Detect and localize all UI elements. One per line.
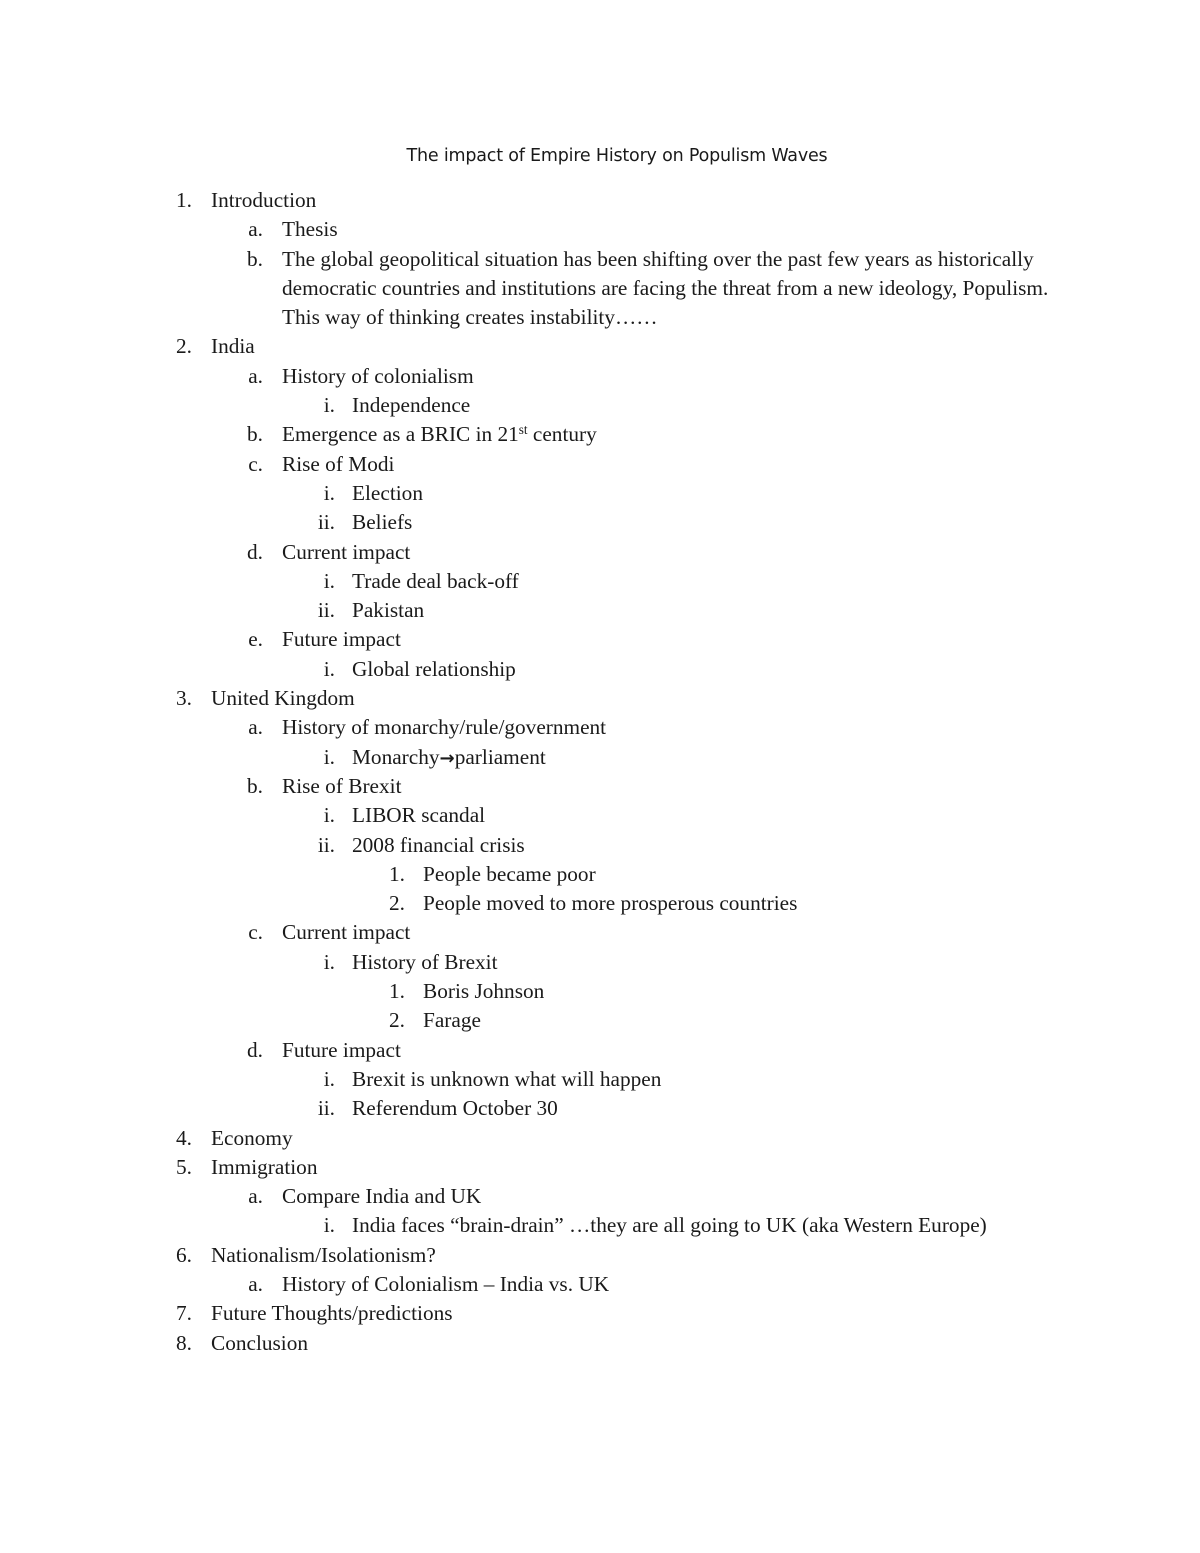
outline-item-level-3 bbox=[0, 567, 1200, 596]
outline-item-text: Boris Johnson bbox=[423, 979, 545, 1004]
outline-item-level-2 bbox=[0, 1270, 1200, 1299]
right-arrow-icon: → bbox=[439, 747, 455, 769]
ordinal-superscript: st bbox=[518, 422, 528, 438]
outline-item-level-3 bbox=[0, 391, 1200, 420]
outline-item-text: Future impact bbox=[282, 1037, 401, 1062]
outline-item-marker: i. bbox=[323, 393, 335, 418]
outline-item-level-2 bbox=[0, 772, 1200, 801]
outline-item-text: Rise of Brexit bbox=[282, 773, 402, 798]
outline-item-marker: i. bbox=[323, 656, 335, 681]
outline-item-text-part: century bbox=[527, 422, 597, 447]
outline-item-level-2 bbox=[0, 713, 1200, 742]
outline-item-level-4 bbox=[0, 889, 1200, 918]
outline-item-text: Rise of Modi bbox=[282, 451, 395, 476]
outline-item-marker: i. bbox=[323, 1066, 335, 1091]
outline-item-level-3 bbox=[0, 831, 1200, 860]
outline-item-level-1 bbox=[0, 684, 1200, 713]
outline-item-text: Election bbox=[352, 480, 423, 505]
outline-item-marker: a. bbox=[248, 217, 263, 242]
outline-item-marker: i. bbox=[323, 803, 335, 828]
outline-item-level-1 bbox=[0, 1299, 1200, 1328]
outline-item-marker: d. bbox=[247, 1037, 263, 1062]
outline-item-text: History of Colonialism – India vs. UK bbox=[282, 1271, 610, 1296]
document-title: The impact of Empire History on Populism Waves bbox=[406, 146, 828, 166]
outline-item-text: 2008 financial crisis bbox=[352, 832, 525, 857]
outline-item-text: History of monarchy/rule/government bbox=[282, 715, 607, 740]
outline-item-level-3 bbox=[0, 1065, 1200, 1094]
outline-item-text: Beliefs bbox=[352, 510, 413, 535]
outline-item-marker: d. bbox=[247, 539, 263, 564]
outline-item-text: Global relationship bbox=[352, 656, 516, 681]
outline-item-text: Brexit is unknown what will happen bbox=[352, 1066, 662, 1091]
outline-item-text: History of Brexit bbox=[352, 949, 498, 974]
outline-item-marker: i. bbox=[323, 568, 335, 593]
outline-item-text: Future impact bbox=[282, 627, 401, 652]
outline-item-text: Trade deal back-off bbox=[352, 568, 519, 593]
outline-item-level-2 bbox=[0, 625, 1200, 654]
outline-item-marker: 8. bbox=[176, 1330, 192, 1355]
outline-item-text: Current impact bbox=[282, 920, 411, 945]
outline-item-marker: i. bbox=[323, 949, 335, 974]
outline-item-text: Referendum October 30 bbox=[352, 1096, 558, 1121]
outline-item-marker: e. bbox=[248, 627, 263, 652]
outline-item-marker: 2. bbox=[389, 1008, 405, 1033]
outline-item-text bbox=[282, 420, 597, 449]
outline-item-level-3 bbox=[0, 1094, 1200, 1123]
outline-item-marker: 1. bbox=[389, 861, 405, 886]
outline-item-level-2 bbox=[0, 420, 1200, 449]
outline-item-marker: 6. bbox=[176, 1242, 192, 1267]
outline-item-marker: i. bbox=[323, 1213, 335, 1238]
outline-item-marker: b. bbox=[247, 422, 263, 447]
outline-item-text bbox=[352, 743, 546, 773]
outline-item-marker: a. bbox=[248, 363, 263, 388]
outline-item-text: LIBOR scandal bbox=[352, 803, 486, 828]
outline-item-marker: a. bbox=[248, 1271, 263, 1296]
outline-item-level-3 bbox=[0, 948, 1200, 977]
outline-item-text: Economy bbox=[211, 1125, 293, 1150]
outline-item-level-1 bbox=[0, 1124, 1200, 1153]
outline-item-level-2 bbox=[0, 1036, 1200, 1065]
outline-item-level-4 bbox=[0, 977, 1200, 1006]
outline-item-text: Immigration bbox=[211, 1154, 318, 1179]
outline-item-level-3 bbox=[0, 596, 1200, 625]
outline-item-marker: c. bbox=[248, 451, 263, 476]
outline-item-level-2 bbox=[0, 538, 1200, 567]
outline-item-marker: ii. bbox=[317, 1096, 335, 1121]
outline-item-level-2 bbox=[0, 918, 1200, 947]
outline-item-level-2 bbox=[0, 362, 1200, 391]
outline-item-level-2 bbox=[0, 245, 1200, 333]
outline-item-text: Current impact bbox=[282, 539, 411, 564]
outline-item-marker: 2. bbox=[389, 891, 405, 916]
outline-item-text-part: parliament bbox=[454, 744, 546, 769]
outline-item-marker: a. bbox=[248, 1184, 263, 1209]
outline-item-marker: c. bbox=[248, 920, 263, 945]
outline-item-marker: i. bbox=[323, 744, 335, 769]
outline-item-marker: b. bbox=[247, 773, 263, 798]
outline-item-text: The global geopolitical situation has been shifting over the past few years as historically democratic countries and institutions are facing the threat from a new ideology, Populism. This way of thinking creates instability…… bbox=[282, 246, 1049, 330]
outline-item-marker: 3. bbox=[176, 686, 192, 711]
outline-item-level-3 bbox=[0, 479, 1200, 508]
outline-item-text: History of colonialism bbox=[282, 363, 474, 388]
outline-item-level-3 bbox=[0, 801, 1200, 830]
outline-item-text: Thesis bbox=[282, 217, 338, 242]
outline-item-level-2 bbox=[0, 450, 1200, 479]
outline-item-level-3 bbox=[0, 1211, 1200, 1240]
outline-item-text: Nationalism/Isolationism? bbox=[211, 1242, 436, 1267]
outline-item-marker: ii. bbox=[317, 832, 335, 857]
outline-item-text: Future Thoughts/predictions bbox=[211, 1301, 453, 1326]
outline-item-level-2 bbox=[0, 1182, 1200, 1211]
outline-item-text: India faces “brain-drain” …they are all going to UK (aka Western Europe) bbox=[352, 1213, 987, 1238]
outline-item-level-3 bbox=[0, 743, 1200, 772]
outline-item-marker: 7. bbox=[176, 1301, 192, 1326]
outline-item-marker: 4. bbox=[176, 1125, 192, 1150]
outline-item-level-1 bbox=[0, 1329, 1200, 1358]
outline-item-marker: ii. bbox=[317, 598, 335, 623]
outline-item-text-part: Emergence as a BRIC in 21 bbox=[282, 422, 519, 447]
outline-item-marker: i. bbox=[323, 480, 335, 505]
outline-item-marker: b. bbox=[247, 246, 263, 271]
outline-item-text: People became poor bbox=[423, 861, 596, 886]
outline-item-level-2 bbox=[0, 215, 1200, 244]
outline-item-text: Compare India and UK bbox=[282, 1184, 482, 1209]
outline-item-marker: a. bbox=[248, 715, 263, 740]
outline-item-level-3 bbox=[0, 508, 1200, 537]
outline-item-text: Introduction bbox=[211, 188, 317, 212]
outline-item-level-3 bbox=[0, 655, 1200, 684]
outline-item-text: People moved to more prosperous countries bbox=[423, 891, 798, 916]
outline-item-level-4 bbox=[0, 1006, 1200, 1035]
outline-item-text: Conclusion bbox=[211, 1330, 309, 1355]
outline-item-marker: ii. bbox=[317, 510, 335, 535]
outline-item-level-1 bbox=[0, 1153, 1200, 1182]
outline-list bbox=[0, 186, 1200, 1358]
outline-item-marker: 1. bbox=[176, 188, 192, 212]
outline-item-text: Pakistan bbox=[352, 598, 425, 623]
outline-item-text: India bbox=[211, 334, 255, 359]
outline-item-marker: 1. bbox=[389, 979, 405, 1004]
outline-item-text: Farage bbox=[423, 1008, 481, 1033]
outline-item-level-4 bbox=[0, 860, 1200, 889]
outline-item-marker: 2. bbox=[176, 334, 192, 359]
outline-item-text: Independence bbox=[352, 393, 471, 418]
outline-item-text-part: Monarchy bbox=[352, 744, 440, 769]
outline-item-level-1 bbox=[0, 186, 1200, 215]
outline-item-level-1 bbox=[0, 332, 1200, 361]
outline-item-level-1 bbox=[0, 1241, 1200, 1270]
outline-item-text: United Kingdom bbox=[211, 686, 355, 711]
outline-item-marker: 5. bbox=[176, 1154, 192, 1179]
